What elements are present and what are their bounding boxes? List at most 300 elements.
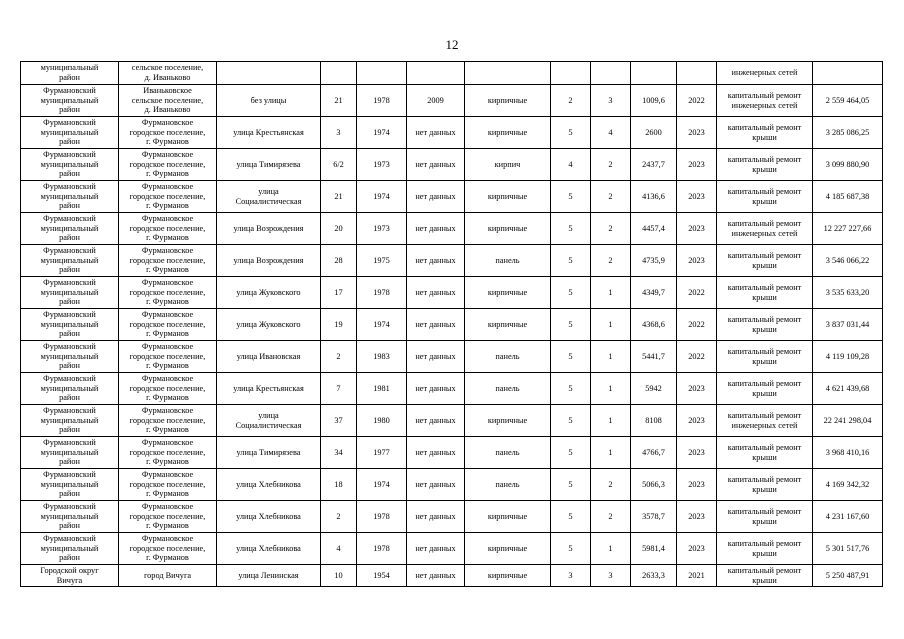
cost-cell	[813, 309, 883, 341]
entrances-cell	[591, 213, 631, 245]
year-built-cell-text: 1980	[373, 415, 390, 425]
street-cell-text: улица Тимирязева	[236, 447, 301, 457]
area-cell	[631, 277, 677, 309]
floors-cell-text: 5	[568, 319, 573, 329]
wall-material-cell	[465, 565, 551, 587]
floors-cell	[551, 245, 591, 277]
wall-material-cell-text: кирпичные	[487, 319, 528, 329]
work-type-cell	[717, 341, 813, 373]
settlement-cell	[119, 277, 217, 309]
work-type-cell-text: капитальный ремонт крыши	[727, 442, 802, 462]
district-cell	[21, 213, 119, 245]
floors-cell	[551, 341, 591, 373]
district-cell	[21, 469, 119, 501]
work-type-cell-text: капитальный ремонт крыши	[727, 346, 802, 366]
district-cell-text: Фурмановский муниципальный район	[40, 246, 99, 275]
plan-year-cell-text: 2023	[688, 159, 705, 169]
settlement-cell	[119, 373, 217, 405]
table-row	[21, 277, 883, 309]
page-number: 12	[445, 37, 459, 52]
plan-year-cell	[677, 117, 717, 149]
entrances-cell-text: 1	[608, 383, 613, 393]
work-type-cell-text: капитальный ремонт инженерных сетей	[727, 410, 802, 430]
street-cell	[217, 277, 321, 309]
area-cell-text: 4457,4	[642, 223, 665, 233]
privatization-year-cell	[407, 245, 465, 277]
work-type-cell	[717, 565, 813, 587]
table-row	[21, 341, 883, 373]
plan-year-cell	[677, 213, 717, 245]
work-type-cell	[717, 85, 813, 117]
street-cell	[217, 565, 321, 587]
cost-cell	[813, 213, 883, 245]
district-cell	[21, 309, 119, 341]
cost-cell	[813, 341, 883, 373]
year-built-cell	[357, 117, 407, 149]
house-number-cell-text: 4	[336, 543, 341, 553]
work-type-cell-text: капитальный ремонт крыши	[727, 186, 802, 206]
house-number-cell	[321, 565, 357, 587]
street-cell-text: улица Хлебникова	[236, 543, 301, 553]
plan-year-cell	[677, 341, 717, 373]
work-type-cell	[717, 245, 813, 277]
cost-cell-text: 3 535 633,20	[825, 287, 870, 297]
district-cell-text: Фурмановский муниципальный район	[40, 310, 99, 339]
street-cell-text: улица Ленинская	[238, 570, 299, 580]
area-cell-text: 4349,7	[642, 287, 665, 297]
plan-year-cell-text: 2023	[688, 223, 705, 233]
house-number-cell	[321, 373, 357, 405]
plan-year-cell-text: 2023	[688, 511, 705, 521]
district-cell	[21, 437, 119, 469]
floors-cell	[551, 85, 591, 117]
district-cell-text: Фурмановский муниципальный район	[40, 374, 99, 403]
settlement-cell-text: город Вичуга	[143, 570, 192, 580]
street-cell-text: улица Социалистическая	[235, 186, 302, 206]
settlement-cell	[119, 117, 217, 149]
wall-material-cell-text: кирпичные	[487, 287, 528, 297]
street-cell	[217, 149, 321, 181]
floors-cell	[551, 501, 591, 533]
settlement-cell-text: Фурмановское городское поселение, г. Фурманов	[129, 342, 206, 371]
street-cell	[217, 501, 321, 533]
entrances-cell	[591, 341, 631, 373]
year-built-cell-text: 1977	[373, 447, 390, 457]
work-type-cell	[717, 437, 813, 469]
year-built-cell-text: 1974	[373, 191, 390, 201]
settlement-cell	[119, 437, 217, 469]
cost-cell-text: 22 241 298,04	[823, 415, 872, 425]
cost-cell-text: 3 837 031,44	[825, 319, 870, 329]
entrances-cell-text: 4	[608, 127, 613, 137]
wall-material-cell-text: кирпичные	[487, 415, 528, 425]
cost-cell	[813, 437, 883, 469]
street-cell-text: улица Социалистическая	[235, 410, 302, 430]
entrances-cell	[591, 277, 631, 309]
settlement-cell	[119, 565, 217, 587]
wall-material-cell	[465, 373, 551, 405]
district-cell	[21, 405, 119, 437]
work-type-cell-text: капитальный ремонт крыши	[727, 474, 802, 494]
street-cell-text: улица Возрождения	[233, 255, 304, 265]
settlement-cell-text: Фурмановское городское поселение, г. Фурманов	[129, 246, 206, 275]
settlement-cell	[119, 469, 217, 501]
table-row	[21, 565, 883, 587]
area-cell-text: 3578,7	[642, 511, 665, 521]
entrances-cell	[591, 437, 631, 469]
plan-year-cell-text: 2021	[688, 570, 705, 580]
floors-cell-text: 5	[568, 383, 573, 393]
wall-material-cell-text: кирпичные	[487, 511, 528, 521]
year-built-cell	[357, 501, 407, 533]
work-type-cell	[717, 277, 813, 309]
settlement-cell	[119, 533, 217, 565]
house-number-cell-text: 34	[334, 447, 343, 457]
privatization-year-cell	[407, 533, 465, 565]
privatization-year-cell-text: нет данных	[415, 447, 456, 457]
district-cell-text: Фурмановский муниципальный район	[40, 342, 99, 371]
table-row	[21, 437, 883, 469]
cost-cell-text: 4 621 439,68	[825, 383, 870, 393]
cost-cell	[813, 405, 883, 437]
district-cell	[21, 85, 119, 117]
floors-cell	[551, 62, 591, 85]
year-built-cell	[357, 277, 407, 309]
entrances-cell-text: 2	[608, 159, 613, 169]
work-type-cell	[717, 181, 813, 213]
work-type-cell-text: капитальный ремонт крыши	[727, 378, 802, 398]
plan-year-cell	[677, 373, 717, 405]
table-row	[21, 405, 883, 437]
table-row	[21, 373, 883, 405]
work-type-cell-text: капитальный ремонт крыши	[727, 154, 802, 174]
wall-material-cell	[465, 213, 551, 245]
floors-cell-text: 5	[568, 415, 573, 425]
area-cell	[631, 149, 677, 181]
house-number-cell-text: 17	[334, 287, 343, 297]
privatization-year-cell	[407, 469, 465, 501]
floors-cell	[551, 469, 591, 501]
floors-cell	[551, 373, 591, 405]
wall-material-cell-text: панель	[495, 255, 520, 265]
year-built-cell-text: 1978	[373, 95, 390, 105]
street-cell	[217, 181, 321, 213]
work-type-cell-text: капитальный ремонт крыши	[727, 282, 802, 302]
street-cell	[217, 62, 321, 85]
house-number-cell	[321, 501, 357, 533]
plan-year-cell-text: 2022	[688, 319, 705, 329]
plan-year-cell	[677, 437, 717, 469]
district-cell-text: Фурмановский муниципальный район	[40, 182, 99, 211]
house-number-cell-text: 7	[336, 383, 341, 393]
plan-year-cell	[677, 62, 717, 85]
year-built-cell	[357, 309, 407, 341]
floors-cell-text: 2	[568, 95, 573, 105]
cost-cell-text: 3 099 880,90	[825, 159, 870, 169]
area-cell-text: 2600	[645, 127, 662, 137]
settlement-cell-text: Фурмановское городское поселение, г. Фурманов	[129, 374, 206, 403]
cost-cell	[813, 469, 883, 501]
area-cell	[631, 565, 677, 587]
privatization-year-cell-text: 2009	[427, 95, 444, 105]
house-number-cell-text: 21	[334, 95, 343, 105]
entrances-cell	[591, 85, 631, 117]
settlement-cell-text: Фурмановское городское поселение, г. Фурманов	[129, 182, 206, 211]
work-type-cell-text: капитальный ремонт крыши	[727, 538, 802, 558]
privatization-year-cell	[407, 117, 465, 149]
year-built-cell	[357, 149, 407, 181]
settlement-cell-text: Фурмановское городское поселение, г. Фурманов	[129, 406, 206, 435]
work-type-cell-text: капитальный ремонт крыши	[727, 314, 802, 334]
wall-material-cell	[465, 437, 551, 469]
street-cell-text: улица Крестьянская	[233, 383, 304, 393]
district-cell	[21, 277, 119, 309]
plan-year-cell	[677, 181, 717, 213]
privatization-year-cell-text: нет данных	[415, 191, 456, 201]
privatization-year-cell	[407, 565, 465, 587]
wall-material-cell-text: панель	[495, 479, 520, 489]
year-built-cell	[357, 405, 407, 437]
street-cell	[217, 437, 321, 469]
house-number-cell	[321, 62, 357, 85]
privatization-year-cell-text: нет данных	[415, 479, 456, 489]
street-cell	[217, 309, 321, 341]
table-row	[21, 501, 883, 533]
table-row	[21, 62, 883, 85]
cost-cell-text: 4 119 109,28	[825, 351, 870, 361]
table-row	[21, 181, 883, 213]
entrances-cell	[591, 149, 631, 181]
year-built-cell-text: 1981	[373, 383, 390, 393]
district-cell-text: Фурмановский муниципальный район	[40, 438, 99, 467]
privatization-year-cell	[407, 149, 465, 181]
settlement-cell	[119, 341, 217, 373]
work-type-cell-text: капитальный ремонт крыши	[727, 506, 802, 526]
district-cell	[21, 501, 119, 533]
area-cell	[631, 62, 677, 85]
house-number-cell	[321, 469, 357, 501]
cost-cell	[813, 85, 883, 117]
district-cell-text: Фурмановский муниципальный район	[40, 214, 99, 243]
floors-cell-text: 5	[568, 479, 573, 489]
house-number-cell-text: 37	[334, 415, 343, 425]
street-cell	[217, 213, 321, 245]
area-cell	[631, 181, 677, 213]
cost-cell-text: 12 227 227,66	[823, 223, 872, 233]
wall-material-cell-text: кирпичные	[487, 95, 528, 105]
wall-material-cell	[465, 245, 551, 277]
entrances-cell-text: 2	[608, 511, 613, 521]
plan-year-cell-text: 2023	[688, 191, 705, 201]
plan-year-cell	[677, 533, 717, 565]
work-type-cell-text: капитальный ремонт инженерных сетей	[727, 90, 802, 110]
settlement-cell-text: Фурмановское городское поселение, г. Фурманов	[129, 534, 206, 563]
wall-material-cell	[465, 117, 551, 149]
settlement-cell	[119, 85, 217, 117]
cost-cell	[813, 62, 883, 85]
street-cell-text: улица Ивановская	[236, 351, 301, 361]
cost-cell-text: 4 185 687,38	[825, 191, 870, 201]
wall-material-cell	[465, 309, 551, 341]
house-number-cell	[321, 245, 357, 277]
street-cell	[217, 373, 321, 405]
entrances-cell-text: 2	[608, 479, 613, 489]
entrances-cell-text: 1	[608, 543, 613, 553]
district-cell-text: Фурмановский муниципальный район	[40, 118, 99, 147]
entrances-cell	[591, 181, 631, 213]
floors-cell-text: 4	[568, 159, 573, 169]
table-row	[21, 245, 883, 277]
house-number-cell	[321, 181, 357, 213]
street-cell	[217, 533, 321, 565]
area-cell	[631, 405, 677, 437]
area-cell-text: 1009,6	[642, 95, 665, 105]
plan-year-cell-text: 2022	[688, 95, 705, 105]
wall-material-cell-text: кирпичные	[487, 127, 528, 137]
house-number-cell	[321, 437, 357, 469]
privatization-year-cell-text: нет данных	[415, 415, 456, 425]
settlement-cell-text: Фурмановское городское поселение, г. Фурманов	[129, 118, 206, 147]
year-built-cell-text: 1978	[373, 287, 390, 297]
cost-cell	[813, 149, 883, 181]
area-cell-text: 8108	[645, 415, 662, 425]
work-type-cell	[717, 117, 813, 149]
district-cell-text: Фурмановский муниципальный район	[40, 502, 99, 531]
district-cell	[21, 373, 119, 405]
area-cell-text: 4368,6	[642, 319, 665, 329]
house-number-cell	[321, 85, 357, 117]
privatization-year-cell	[407, 373, 465, 405]
privatization-year-cell	[407, 437, 465, 469]
year-built-cell	[357, 245, 407, 277]
cost-cell	[813, 181, 883, 213]
table-body	[21, 62, 883, 587]
floors-cell	[551, 149, 591, 181]
work-type-cell	[717, 501, 813, 533]
cost-cell	[813, 533, 883, 565]
floors-cell-text: 5	[568, 287, 573, 297]
house-number-cell	[321, 117, 357, 149]
plan-year-cell	[677, 405, 717, 437]
plan-year-cell-text: 2022	[688, 287, 705, 297]
plan-year-cell	[677, 309, 717, 341]
year-built-cell-text: 1974	[373, 319, 390, 329]
privatization-year-cell	[407, 341, 465, 373]
entrances-cell	[591, 533, 631, 565]
wall-material-cell-text: кирпичные	[487, 543, 528, 553]
entrances-cell-text: 3	[608, 95, 613, 105]
table-row	[21, 117, 883, 149]
cost-cell-text: 5 250 487,91	[825, 570, 870, 580]
district-cell-text: Фурмановский муниципальный район	[40, 150, 99, 179]
floors-cell-text: 5	[568, 127, 573, 137]
privatization-year-cell	[407, 181, 465, 213]
cost-cell-text: 3 285 086,25	[825, 127, 870, 137]
area-cell	[631, 213, 677, 245]
year-built-cell-text: 1975	[373, 255, 390, 265]
privatization-year-cell-text: нет данных	[415, 543, 456, 553]
plan-year-cell	[677, 501, 717, 533]
cost-cell-text: 4 169 342,32	[825, 479, 870, 489]
work-type-cell	[717, 149, 813, 181]
plan-year-cell	[677, 277, 717, 309]
district-cell	[21, 117, 119, 149]
wall-material-cell-text: кирпич	[494, 159, 521, 169]
settlement-cell-text: Фурмановское городское поселение, г. Фурманов	[129, 214, 206, 243]
settlement-cell-text: Фурмановское городское поселение, г. Фурманов	[129, 150, 206, 179]
house-number-cell-text: 19	[334, 319, 343, 329]
housing-repair-table	[20, 61, 883, 587]
floors-cell-text: 3	[568, 570, 573, 580]
settlement-cell	[119, 245, 217, 277]
year-built-cell-text: 1983	[373, 351, 390, 361]
house-number-cell-text: 3	[336, 127, 341, 137]
year-built-cell	[357, 341, 407, 373]
year-built-cell	[357, 533, 407, 565]
house-number-cell	[321, 149, 357, 181]
street-cell-text: улица Жуковского	[236, 287, 301, 297]
district-cell	[21, 62, 119, 85]
privatization-year-cell	[407, 309, 465, 341]
house-number-cell	[321, 277, 357, 309]
cost-cell-text: 3 546 066,22	[825, 255, 870, 265]
work-type-cell	[717, 62, 813, 85]
wall-material-cell	[465, 341, 551, 373]
privatization-year-cell	[407, 213, 465, 245]
street-cell-text: улица Возрождения	[233, 223, 304, 233]
plan-year-cell	[677, 565, 717, 587]
street-cell-text: без улицы	[250, 95, 287, 105]
cost-cell	[813, 501, 883, 533]
plan-year-cell-text: 2023	[688, 479, 705, 489]
settlement-cell-text: Фурмановское городское поселение, г. Фурманов	[129, 278, 206, 307]
year-built-cell	[357, 213, 407, 245]
area-cell-text: 5066,3	[642, 479, 665, 489]
wall-material-cell	[465, 181, 551, 213]
floors-cell	[551, 277, 591, 309]
district-cell-text: Фурмановский муниципальный район	[40, 86, 99, 115]
privatization-year-cell-text: нет данных	[415, 287, 456, 297]
house-number-cell-text: 18	[334, 479, 343, 489]
area-cell	[631, 341, 677, 373]
wall-material-cell-text: кирпичные	[487, 191, 528, 201]
area-cell	[631, 373, 677, 405]
area-cell	[631, 437, 677, 469]
district-cell	[21, 565, 119, 587]
floors-cell-text: 5	[568, 511, 573, 521]
privatization-year-cell-text: нет данных	[415, 223, 456, 233]
entrances-cell	[591, 501, 631, 533]
area-cell	[631, 245, 677, 277]
settlement-cell-text: Фурмановское городское поселение, г. Фурманов	[129, 310, 206, 339]
district-cell-text: Фурмановский муниципальный район	[40, 534, 99, 563]
entrances-cell-text: 1	[608, 415, 613, 425]
settlement-cell-text: Иваньковское сельское поселение, д. Иваньково	[131, 86, 204, 115]
district-cell-text: Фурмановский муниципальный район	[40, 470, 99, 499]
plan-year-cell-text: 2023	[688, 415, 705, 425]
privatization-year-cell-text: нет данных	[415, 319, 456, 329]
area-cell-text: 4766,7	[642, 447, 665, 457]
street-cell-text: улица Жуковского	[236, 319, 301, 329]
floors-cell	[551, 405, 591, 437]
house-number-cell-text: 2	[336, 351, 341, 361]
area-cell	[631, 85, 677, 117]
plan-year-cell-text: 2023	[688, 127, 705, 137]
district-cell-text: муниципальный район	[40, 63, 99, 82]
district-cell-text: Фурмановский муниципальный район	[40, 406, 99, 435]
year-built-cell	[357, 62, 407, 85]
district-cell	[21, 341, 119, 373]
